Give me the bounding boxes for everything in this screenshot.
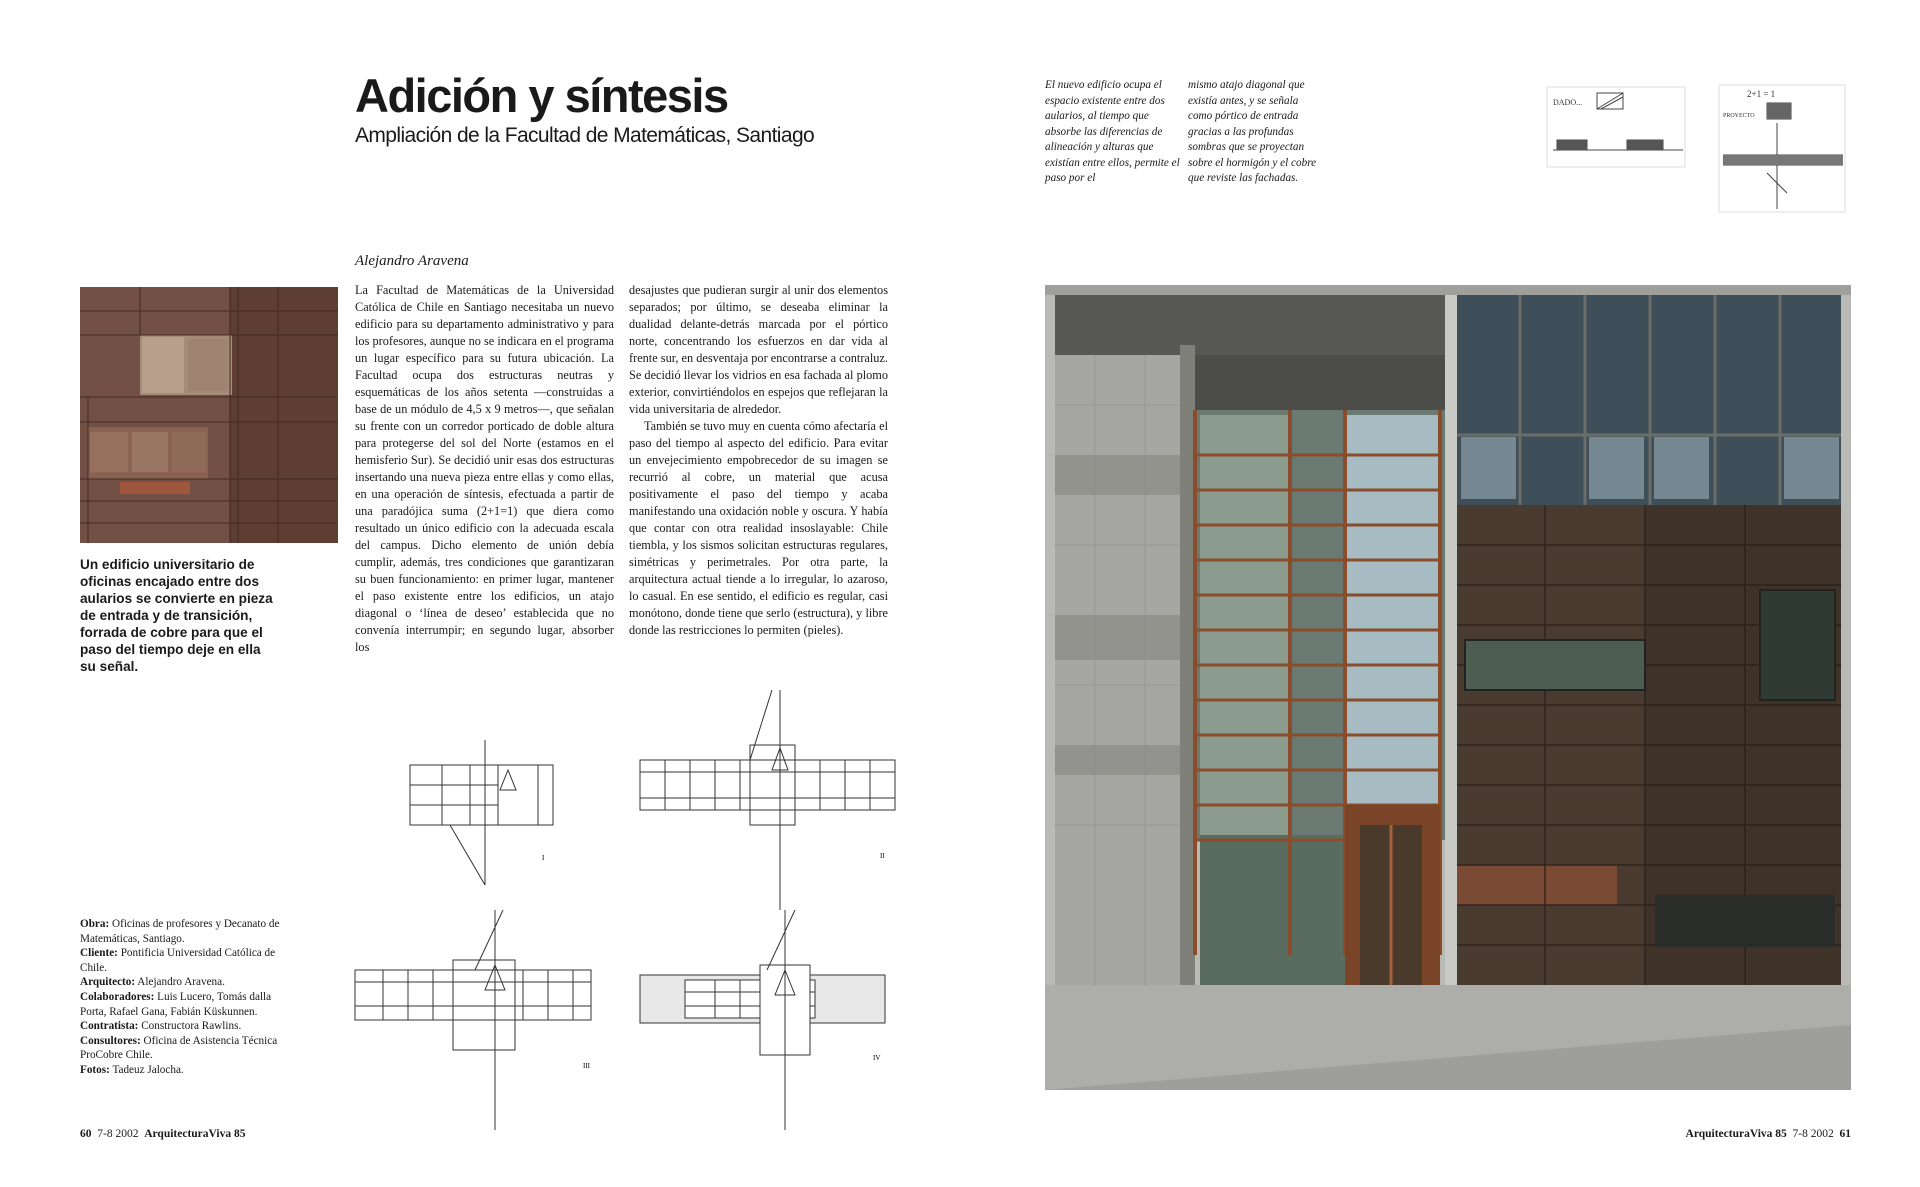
credit-label: Arquitecto: bbox=[80, 976, 136, 989]
photo-caption-1: El nuevo edificio ocupa el espacio existente entre dos aularios, al tiempo que absorbe las diferencias de alineación y alturas que existían entre ellos, permite el paso por el bbox=[1045, 79, 1180, 184]
floor-plan-2 bbox=[630, 690, 905, 910]
credit-line bbox=[80, 1063, 280, 1078]
credit-text: Oficinas de profesores y Decanato de Matemáticas, Santiago. bbox=[80, 918, 280, 945]
credit-line bbox=[80, 990, 280, 1019]
credit-line bbox=[80, 946, 280, 975]
credit-line bbox=[80, 1019, 280, 1034]
issue-date: 7-8 2002 bbox=[97, 1128, 139, 1140]
body-paragraph: También se tuvo muy en cuenta cómo afectaría el paso del tiempo al aspecto del edificio. Para evitar un envejecimiento empobrecedor de su imagen se recurrió al cobre, un material que acusa positivamente el paso del tiempo y acaba manifestando una oxidación noble y oscura. Y había que contar con otra realidad insoslayable: Chile tiembla, y los sismos solicitan estructuras regulares, simétricas y perimetrales. Por otra parte, la arquitectura actual tiende a lo irregular, lo azaroso, lo casual. En ese sentido, el edificio es regular, casi monótono, donde tiene que serlo (estructura), y libre donde las restricciones lo permiten (pieles). bbox=[629, 419, 888, 637]
magazine-name: ArquitecturaViva 85 bbox=[144, 1128, 246, 1140]
folio-left bbox=[80, 1128, 245, 1140]
sketch-label: 2+1 = 1 bbox=[1747, 89, 1776, 99]
author-byline: Alejandro Aravena bbox=[355, 253, 469, 269]
lead-summary: Un edificio universitario de oficinas encajado entre dos aularios se convierte en pieza de entrada y de transición, forrada de cobre para que el paso del tiempo deje en ella su señal. bbox=[80, 557, 273, 674]
concept-sketch-1 bbox=[1545, 85, 1687, 169]
concept-sketch-2 bbox=[1717, 83, 1847, 214]
sketch-label: DADO... bbox=[1553, 98, 1583, 107]
page-subtitle: Ampliación de la Facultad de Matemáticas, Santiago bbox=[355, 124, 815, 147]
credit-text: Pontificia Universidad Católica de Chile. bbox=[80, 947, 276, 974]
magazine-name: ArquitecturaViva 85 bbox=[1685, 1128, 1787, 1140]
credit-text: Alejandro Aravena. bbox=[137, 976, 225, 989]
plan-label: IV bbox=[873, 1054, 881, 1062]
credit-text: Oficina de Asistencia Técnica ProCobre Chile. bbox=[80, 1034, 278, 1062]
credit-label: Colaboradores: bbox=[80, 990, 155, 1003]
floor-plan-4 bbox=[635, 910, 890, 1130]
photo-caption-2: mismo atajo diagonal que existía antes, y se señala como pórtico de entrada gracias a las profundas sombras que se proyectan sobre el hormigón y el cobre que reviste las fachadas. bbox=[1188, 79, 1317, 184]
credit-text: Constructora Rawlins. bbox=[141, 1020, 242, 1033]
project-credits bbox=[80, 917, 280, 1078]
plan-label: I bbox=[542, 854, 545, 862]
plan-label: III bbox=[583, 1062, 590, 1070]
issue-date: 7-8 2002 bbox=[1792, 1128, 1834, 1140]
credit-label: Contratista: bbox=[80, 1020, 139, 1033]
page-title: Adición y síntesis bbox=[355, 69, 728, 122]
copper-facade-photo bbox=[80, 287, 338, 543]
floor-plan-1 bbox=[390, 740, 580, 910]
sketch-sublabel: PROYECTO bbox=[1723, 113, 1755, 119]
page-number: 60 bbox=[80, 1128, 92, 1140]
folio-right bbox=[1686, 1128, 1851, 1140]
credit-line bbox=[80, 1034, 280, 1063]
body-paragraph: La Facultad de Matemáticas de la Universidad Católica de Chile en Santiago necesitaba un nuevo edificio para su departamento administrativo y para los profesores, aunque no se indicara en el programa un lugar específico para su futura ubicación. La Facultad ocupa dos estructuras neutras y esquemáticas de los años setenta —construidas a base de un módulo de 4,5 x 9 metros—, que señalan su frente con un corredor porticado de doble altura para protegerse del sol del Norte (estamos en el hemisferio Sur). Se decidió unir esas dos estructuras insertando una nueva pieza entre ellas y como ellas, en una operación de síntesis, efectuada a partir de una paradójica suma (2+1=1) que diera como resultado un único edificio con la adecuada escala del campus. Dicho elemento de unión debía cumplir, además, tres condiciones que garantizaran su buen funcionamiento: en primer lugar, mantener el paso existente entre los edificios, un atajo diagonal o ‘línea de deseo’ establecida que no convenía interrumpir; en segundo lugar, absorber los bbox=[355, 283, 614, 654]
plan-label: II bbox=[880, 852, 885, 860]
body-paragraph: desajustes que pudieran surgir al unir dos elementos separados; por último, se deseaba eliminar la dualidad delante-detrás marcada por el pórtico norte, concentrando los esfuerzos en dar vida al frente sur, en desventaja por encontrarse a contraluz. Se decidió llevar los vidrios en esa fachada al plomo exterior, convirtiéndolos en espejos que reflejaran la vida universitaria de alrededor. bbox=[629, 283, 888, 416]
credit-label: Fotos: bbox=[80, 1063, 110, 1076]
body-column-1 bbox=[355, 282, 614, 656]
floor-plan-3 bbox=[353, 910, 593, 1130]
credit-label: Cliente: bbox=[80, 947, 118, 960]
body-column-2 bbox=[629, 282, 888, 639]
credit-line bbox=[80, 917, 280, 946]
credit-label: Consultores: bbox=[80, 1034, 141, 1047]
credit-line bbox=[80, 975, 280, 990]
page-number: 61 bbox=[1839, 1128, 1851, 1140]
main-facade-photo bbox=[1045, 285, 1851, 1090]
credit-label: Obra: bbox=[80, 918, 110, 930]
credit-text: Tadeuz Jalocha. bbox=[112, 1063, 184, 1076]
credit-text: Luis Lucero, Tomás dalla Porta, Rafael Gana, Fabián Küskunnen. bbox=[80, 990, 272, 1018]
